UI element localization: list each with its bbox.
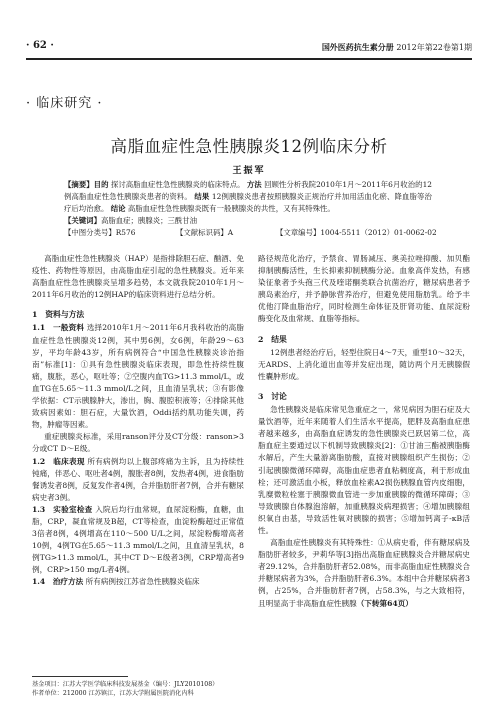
footnote-rule (32, 676, 128, 677)
left-column (32, 253, 244, 589)
abstract-method: 回顾性分析我院2010年1月～2011年6月收治的12例高脂血症性急性胰腺炎患者的资料。 (64, 180, 432, 201)
journal-info (322, 42, 472, 53)
discussion-paragraph-2 (258, 537, 470, 610)
page-number: · 62 · (26, 40, 54, 51)
article-author: 王振军 (232, 166, 266, 176)
section-heading-discussion: 3 讨论 (258, 391, 287, 401)
treatment-continued: 路径规范化治疗，予禁食、胃肠减压、奥美拉唑抑酸、加贝酯抑制胰酶活性，生长抑素抑制胰酶分泌。血象高伴发热，有感染征象者予头孢三代及喹诺酮类联合抗菌治疗，糖尿病患者予胰岛素治疗，并予静脉营养治疗，但避免使用脂肪乳。给予丰优他汀降血脂治疗，同时检测生命体征及肝肾功能、血尿淀粉酶变化及血常规、血脂等指标。 (258, 254, 470, 324)
severe-criteria: 重症胰腺炎标准，采用ranson评分及CT分级：ranson>3分或CT D～E级。 (32, 432, 244, 454)
right-column (258, 253, 470, 610)
clinical-text: 所有病例均以上腹部疼痛为主诉，且为持续性钝痛，伴恶心、呕吐者4例，腹胀者8例，发热者4例，进食脂肪餐诱发者8例，反复发作者4例，合并脂肪肝者7例，合并有糖尿病史者3例。 (32, 456, 244, 502)
journal-issue: 2012年第22卷第1期 (396, 43, 472, 52)
abstract-objective-label: 【摘要】目的 (64, 180, 109, 189)
discussion-text-2: 高脂血症性胰腺炎有其特殊性：①从病史看，伴有糖尿病及脂肪肝者较多，尹莉华等[3]指出高脂血症胰腺炎合并糖尿病史者29.12%，合并脂肪肝者52.08%，而非高脂血症性胰腺炎合并糖尿病者为3%，合并脂肪肝者6.3%。本组中合并糖尿病者3例，占25%，合并脂肪肝者7例，占58.3%，与之大致相符，且明显高于非高脂血症性胰腺 (258, 538, 470, 608)
abstract-result: 12例胰腺炎患者按照胰腺炎正规治疗并加用活血化瘀、降血脂等治疗后均治愈。 (64, 192, 432, 213)
running-header (26, 40, 472, 56)
abstract (64, 179, 432, 227)
header-rule (26, 58, 472, 60)
subsection-heading-clinical: 1.2 临床表现 (32, 456, 85, 466)
abstract-conclusion: 高脂血症性急性胰腺炎既有一般胰腺炎的共性，又有其特殊性。 (127, 204, 335, 213)
footnote (32, 680, 218, 698)
abstract-result-label: 结果 (194, 192, 210, 201)
keywords-label: 【关键词】 (64, 216, 101, 225)
journal-name: 国外医药抗生素分册 (321, 43, 394, 52)
document-code: 【文献标识码】A (176, 228, 234, 237)
section-heading-results: 2 结果 (258, 334, 287, 344)
subsection-heading-lab: 1.3 实验室检查 (32, 504, 93, 514)
keywords: 高脂血症；胰腺炎；三酰甘油 (100, 216, 198, 225)
section-heading-methods: 1 资料与方法 (32, 310, 85, 320)
funding-note: 基金项目：江苏大学医学临床科技发展基金（编号：JLY2010108） (32, 681, 219, 688)
subsection-heading-treatment: 1.4 治疗方法 (32, 577, 84, 587)
discussion-paragraph-1: 急性胰腺炎是临床常见急重症之一，常见病因为胆石症及大量饮酒等，近年来随着人们生活水平提高，肥胖及高脂血症患者越来越多，由高脂血症诱发的急性胰腺炎已跃居第二位，高脂血症主要通过以下机制导致胰腺炎[2]：①甘油三酯被胰脂酶水解后，产生大量游离脂肪酸，直接对胰腺组织产生损伤；②引起胰腺微循环障碍，高脂血症患者血粘稠度高，利于形成血栓；还可激活血小板，释放血栓素A2损伤胰腺血管内皮细胞，乳糜微粒栓塞于胰腺微血管进一步加重胰腺的微循环障碍；③导致胰腺自体腺泡溶解，加重胰腺炎病理损害；④增加胰腺组织氧自由基，导致活性氧对胰腺的损害；⑤增加钙离子-κB活性。 (258, 405, 470, 535)
continued-note: （下转第64页） (356, 598, 413, 608)
lab-text: 入院后均行血常规，血尿淀粉酶，血糖，血脂，CRP，凝血常规及B超，CT等检查，血淀粉酶超过正常值3倍者8例，4例增高在110～500 U/L之间，尿淀粉酶增高者10例，4例TG在5.65～11.3 mmol/L之间，且血清呈乳状，8例TG>11.3 mmol/L，其中CT D～E级者3例，CRP增高者9例，CRP>150 mg/L者4例。 (32, 504, 244, 575)
results-text: 12例患者经治疗后，轻型住院日4～7天，重型10～32天，无ARDS、上消化道出血等并发症出现，随访两个月无胰腺假性囊肿形成。 (258, 347, 470, 381)
article-title: 高脂血症性急性胰腺炎12例临床分析 (110, 137, 388, 156)
intro-paragraph: 高脂血症性急性胰腺炎（HAP）是指排除胆石症、酗酒、免疫性、药物性等原因，由高脂血症引起的急性胰腺炎。近年来高脂血症性急性胰腺炎呈增多趋势，本文就我院2010年1月～2011年6月收治的12例HAP的临床资料进行总结分析。 (32, 254, 244, 300)
abstract-objective: 探讨高脂血症性急性胰腺炎的临床特点。 (110, 180, 245, 189)
treatment-text: 所有病例按江苏省急性胰腺炎临床 (85, 577, 200, 587)
section-type: · 临床研究 · (26, 96, 103, 111)
subsection-heading-general: 1.1 一般资料 (32, 323, 85, 333)
abstract-method-label: 方法 (246, 180, 262, 189)
affiliation-note: 作者单位：212000 江苏镇江，江苏大学附属医院消化内科 (32, 690, 194, 697)
clc-number: 【中图分类号】R576 (64, 228, 136, 237)
article-id: 【文章编号】1004-5511（2012）01-0062-02 (276, 228, 437, 237)
abstract-conclusion-label: 结论 (110, 204, 126, 213)
general-data-text: 选择2010年1月～2011年6月我科收治的高脂血症性急性胰腺炎12例，其中男6例，女6例，年龄29～63岁，平均年龄43岁，所有病例符合“中国急性胰腺炎诊治指南”标准[1]：①具有急性胰腺炎临床表现，即急性持续性腹痛，腹胀，恶心，呕吐等；②空腹内血TG>11.3 mmol/L，或血TG在5.65～11.3 mmol/L之间，且血清呈乳状；③有影像学依据：CT示胰腺肿大，渗出，胸、腹腔积液等；④排除其他致病因素如：胆石症，大量饮酒，Oddi括约肌功能失调，药物，肿瘤等因素。 (32, 323, 244, 430)
